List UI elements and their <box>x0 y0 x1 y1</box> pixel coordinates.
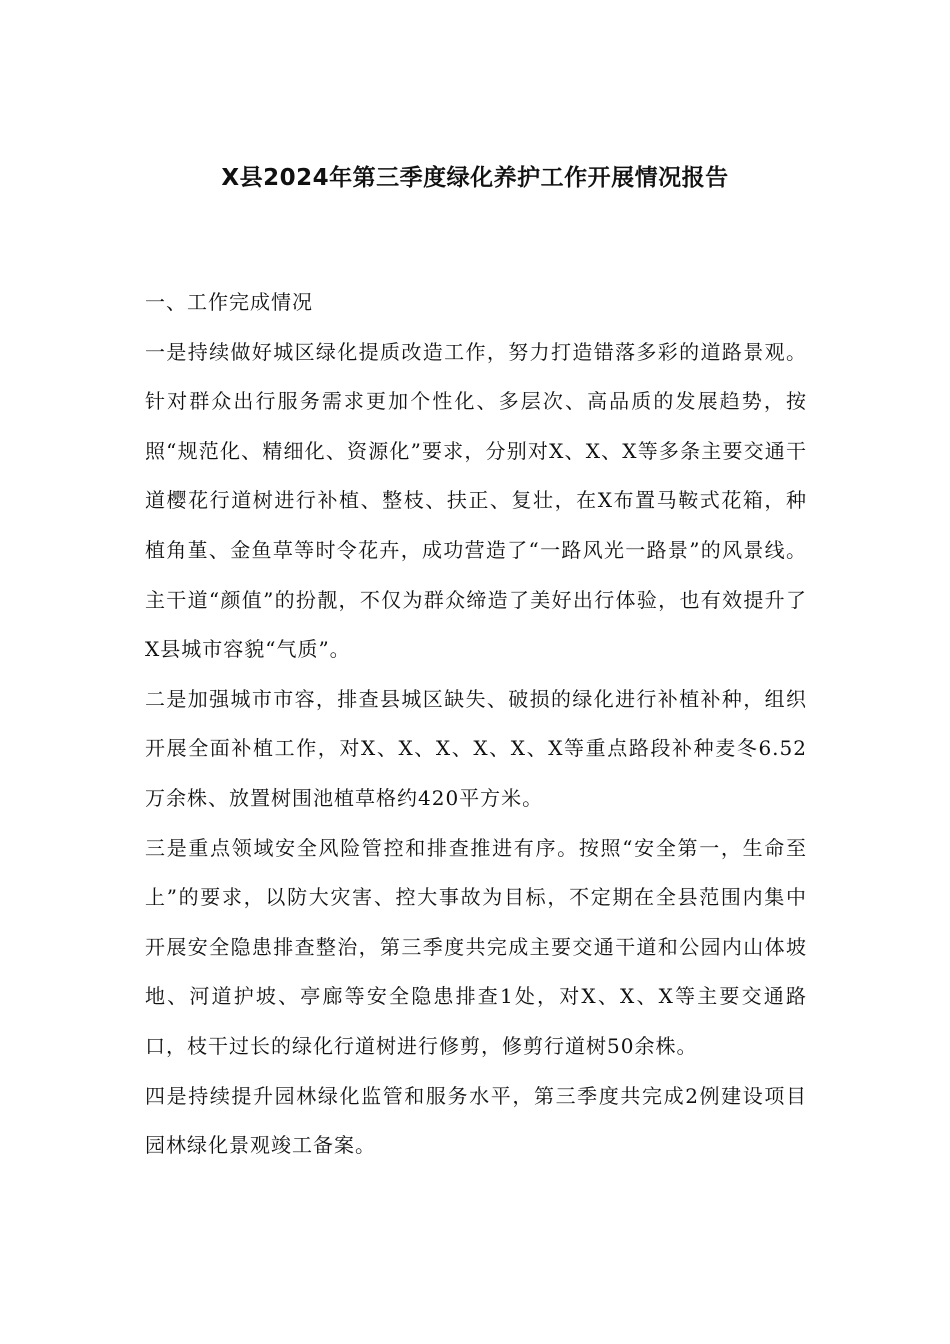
document-body <box>145 278 807 1171</box>
paragraph-safety-inspection: 三是重点领域安全风险管控和排查推进有序。按照“安全第一，生命至上”的要求，以防大灾害、控大事故为目标，不定期在全县范围内集中开展安全隐患排查整治，第三季度共完成主要交通干道和公园内山体坡地、河道护坡、亭廊等安全隐患排查1处，对X、X、X等主要交通路口，枝干过长的绿化行道树进行修剪，修剪行道树50余株。 <box>145 835 807 1058</box>
paragraph-supervision-service: 四是持续提升园林绿化监管和服务水平，第三季度共完成2例建设项目园林绿化景观竣工备案。 <box>145 1083 807 1158</box>
paragraph-replanting: 二是加强城市市容，排查县城区缺失、破损的绿化进行补植补种，组织开展全面补植工作，对X、X、X、X、X、X等重点路段补种麦冬6.52万余株、放置树围池植草格约420平方米。 <box>145 686 807 810</box>
section-heading: 一、工作完成情况 <box>145 290 313 314</box>
document-title: X县2024年第三季度绿化养护工作开展情况报告 <box>221 165 729 191</box>
paragraph-greening-upgrade: 一是持续做好城区绿化提质改造工作，努力打造错落多彩的道路景观。针对群众出行服务需求更加个性化、多层次、高品质的发展趋势，按照“规范化、精细化、资源化”要求，分别对X、X、X等多条主要交通干道樱花行道树进行补植、整枝、扶正、复壮，在X布置马鞍式花箱，种植角堇、金鱼草等时令花卉，成功营造了“一路风光一路景”的风景线。主干道“颜值”的扮靓，不仅为群众缔造了美好出行体验，也有效提升了X县城市容貌“气质”。 <box>145 339 807 662</box>
